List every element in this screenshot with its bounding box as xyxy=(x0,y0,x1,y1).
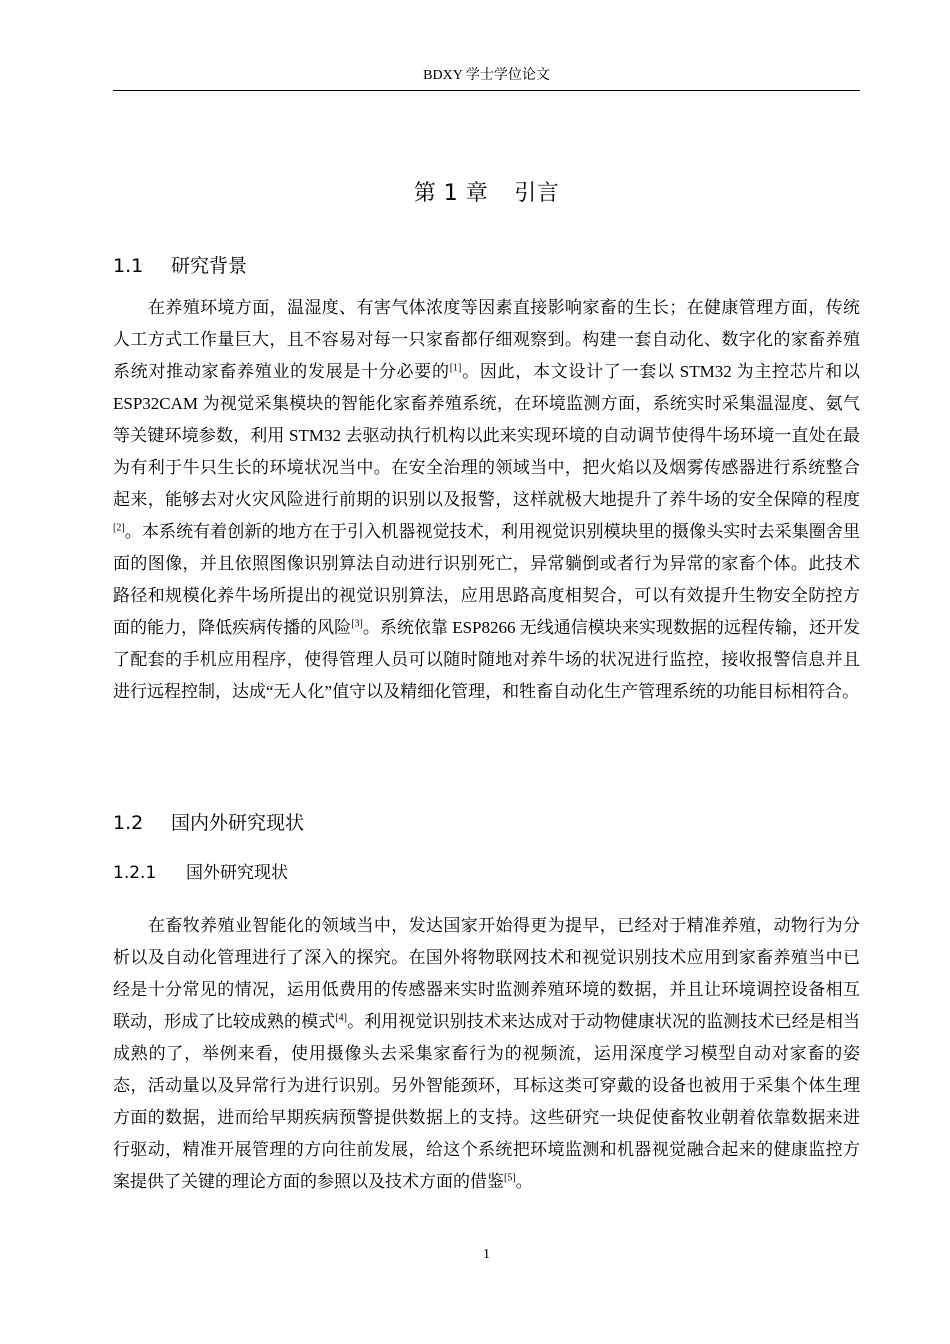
subsection-heading-1-2-1 xyxy=(113,860,288,886)
citation-ref: [4] xyxy=(335,1012,347,1024)
text-run: 。因此，本文设计了一套以 STM32 为主控芯片和以 ESP32CAM 为视觉采集模块的智能化家畜养殖系统，在环境监测方面，系统实时采集温湿度、氨气等关键环境参数，利用 STM32 去驱动执行机构以此来实现环境的自动调节使得牛场环境一直处在最为有利于牛只生长的环境状况当中。在安全治理的领域当中，把火焰以及烟雾传感器进行系统整合起来，能够去对火灾风险进行前期的识别以及报警，这样就极大地提升了养牛场的安全保障的程度 xyxy=(113,362,860,509)
section-title: 研究背景 xyxy=(171,255,248,277)
citation-ref: [1] xyxy=(449,362,462,374)
section-number: 1.1 xyxy=(113,255,144,277)
page-number: 1 xyxy=(483,1247,490,1262)
text-run: 。本系统有着创新的地方在于引入机器视觉技术，利用视觉识别模块里的摄像头实时去采集圈舍里面的图像，并且依照图像识别算法自动进行识别死亡，异常躺倒或者行为异常的家畜个体。此技术路径和规模化养牛场所提出的视觉识别算法，应用思路高度相契合，可以有效提升生物安全防控方面的能力，降低疾病传播的风险 xyxy=(113,522,860,637)
subsection-title: 国外研究现状 xyxy=(186,863,288,883)
text-run: 在畜牧养殖业智能化的领域当中，发达国家开始得更为提早，已经对于精准养殖，动物行为分析以及自动化管理进行了深入的探究。在国外将物联网技术和视觉识别技术应用到家畜养殖当中已经是十分常见的情况，运用低费用的传感器来实时监测养殖环境的数据，并且让环境调控设备相互联动，形成了比较成熟的模式 xyxy=(113,916,860,1031)
section-heading-1-2 xyxy=(113,809,304,837)
text-run: 。利用视觉识别技术来达成对于动物健康状况的监测技术已经是相当成熟的了，举例来看，使用摄像头去采集家畜行为的视频流，运用深度学习模型自动对家畜的姿态，活动量以及异常行为进行识别。另外智能颈环，耳标这类可穿戴的设备也被用于采集个体生理方面的数据，进而给早期疾病预警提供数据上的支持。这些研究一块促使畜牧业朝着依靠数据来进行驱动，精准开展管理的方向往前发展，给这个系统把环境监测和机器视觉融合起来的健康监控方案提供了关键的理论方面的参照以及技术方面的借鉴 xyxy=(113,1012,861,1191)
text-run: 。 xyxy=(515,1172,533,1191)
section-number: 1.2 xyxy=(113,812,144,834)
citation-ref: [5] xyxy=(504,1172,516,1184)
header-rule xyxy=(113,90,860,91)
paragraph-foreign-research xyxy=(113,910,860,1198)
running-header: BDXY 学士学位论文 xyxy=(423,68,550,83)
paragraph-research-background xyxy=(113,292,860,708)
section-heading-1-1 xyxy=(113,252,247,280)
chapter-title xyxy=(113,176,860,212)
chapter-number: 第 1 章 xyxy=(413,181,489,206)
text-run: 。系统依靠 ESP8266 无线通信模块来实现数据的远程传输，还开发了配套的手机应用程序，使得管理人员可以随时随地对养牛场的状况进行监控，接收报警信息并且进行远程控制，达成“无人化”值守以及精细化管理，和牲畜自动化生产管理系统的功能目标相符合。 xyxy=(113,618,861,701)
citation-ref: [3] xyxy=(351,618,363,630)
chapter-name: 引言 xyxy=(514,181,560,206)
section-title: 国内外研究现状 xyxy=(171,812,305,834)
subsection-number: 1.2.1 xyxy=(113,863,157,883)
text-run: 在养殖环境方面，温湿度、有害气体浓度等因素直接影响家畜的生长；在健康管理方面，传统人工方式工作量巨大，且不容易对每一只家畜都仔细观察到。构建一套自动化、数字化的家畜养殖系统对推动家畜养殖业的发展是十分必要的 xyxy=(113,298,860,381)
citation-ref: [2] xyxy=(113,522,125,534)
